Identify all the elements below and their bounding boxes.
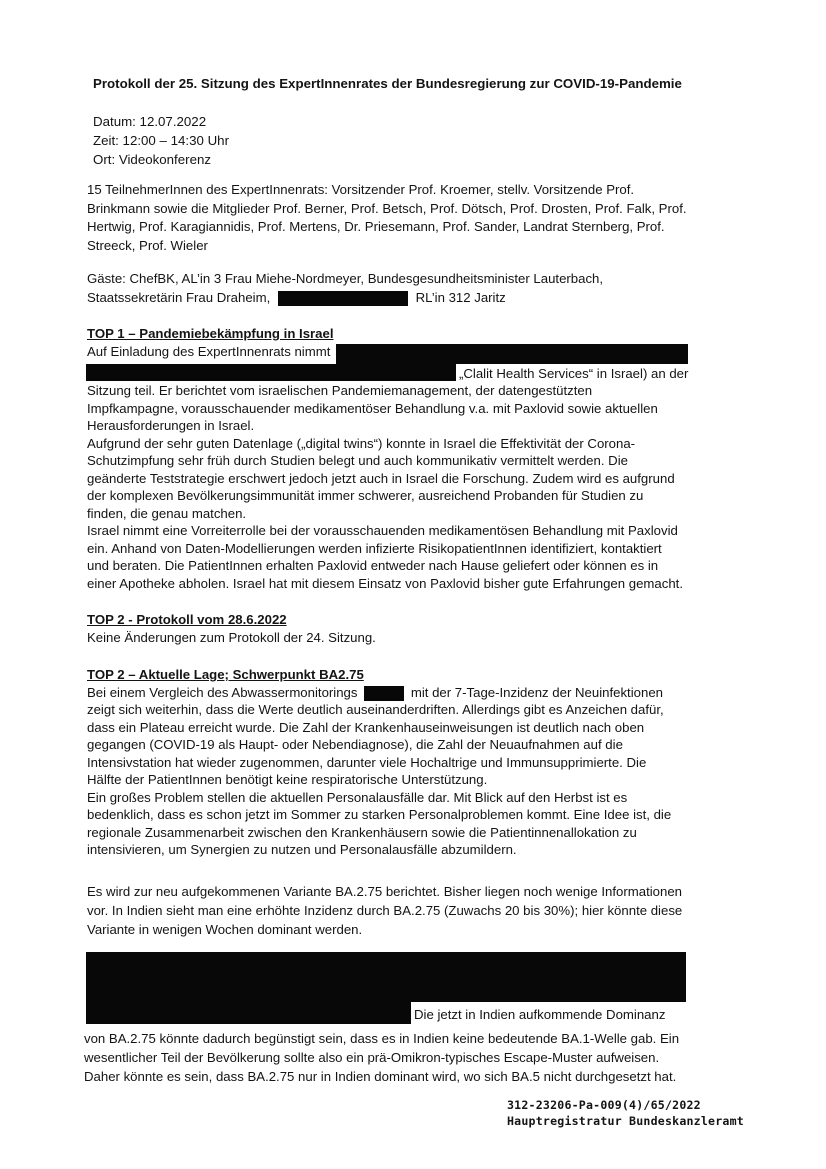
- text-line: und beraten. Die PatientInnen erhalten Paxlovid entweder nach Hause geliefert oder können es in: [87, 558, 659, 573]
- text-line: einer Apotheke abholen. Israel hat mit diesem Einsatz von Paxlovid bisher gute Erfahrungen gemacht.: [87, 575, 683, 591]
- top1-body: [87, 382, 707, 592]
- top1-intro-end: „Clalit Health Services“ in Israel) an der: [459, 366, 689, 381]
- text-line: Daher könnte es sein, dass BA.2.75 nur in Indien dominant wird, wo sich BA.5 nicht durchgesetzt hat.: [84, 1069, 677, 1084]
- text-line: Israel nimmt eine Vorreiterrolle bei der vorausschauenden medikamentösen Behandlung mit Paxlovid: [87, 523, 678, 538]
- redaction-box: [86, 364, 456, 381]
- text-line: Sitzung teil. Er berichtet vom israelischen Pandemiemanagement, der datengestützten: [87, 383, 593, 398]
- text-line: Aufgrund der sehr guten Datenlage („digital twins“) konnte in Israel die Effektivität der Corona-: [87, 435, 636, 451]
- section-heading: TOP 1 – Pandemiebekämpfung in Israel: [87, 326, 334, 341]
- guests-text: Staatssekretärin Frau Draheim,: [87, 290, 271, 305]
- section-heading: TOP 2 – Aktuelle Lage; Schwerpunkt BA2.75: [87, 667, 364, 682]
- text-line: wesentlicher Teil der Bevölkerung sollte also ein prä-Omikron-typisches Escape-Muster aufweisen.: [84, 1050, 660, 1065]
- guests-line: [87, 288, 707, 307]
- text-line: Keine Änderungen zum Protokoll der 24. Sitzung.: [87, 629, 376, 645]
- variant-paragraph: [87, 882, 707, 939]
- guests-paragraph: [87, 269, 707, 307]
- redaction-box: [86, 1002, 411, 1024]
- redaction-box: [86, 952, 686, 1002]
- final-paragraph: [84, 1029, 704, 1086]
- registry-name: Hauptregistratur Bundeskanzleramt: [507, 1113, 744, 1128]
- participants-line: Hertwig, Prof. Karagiannidis, Prof. Mertens, Dr. Priesemann, Prof. Sander, Landrat Sternberg, Prof.: [87, 219, 665, 234]
- text-line: [87, 684, 707, 702]
- redaction-box: [278, 291, 408, 306]
- guests-line: Gäste: ChefBK, AL’in 3 Frau Miehe-Nordmeyer, Bundesgesundheitsminister Lauterbach,: [87, 271, 604, 286]
- text-line: von BA.2.75 könnte dadurch begünstigt sein, dass es in Indien keine bedeutende BA.1-Welle gab. Ein: [84, 1031, 680, 1046]
- participants-paragraph: [87, 181, 707, 255]
- meeting-time: Zeit: 12:00 – 14:30 Uhr: [93, 133, 230, 148]
- text-line: Herausforderungen in Israel.: [87, 418, 255, 433]
- redaction-box: [364, 686, 404, 701]
- redacted-tail: Die jetzt in Indien aufkommende Dominanz: [414, 1007, 666, 1022]
- top1-intro: Auf Einladung des ExpertInnenrats nimmt: [87, 343, 331, 359]
- text-line: Intensivstation hat wieder zugenommen, darunter viele Hochaltrige und Immunsupprimierte. Die: [87, 754, 647, 770]
- participants-line: Streeck, Prof. Wieler: [87, 237, 208, 253]
- meeting-date: Datum: 12.07.2022: [93, 114, 207, 129]
- document-title: Protokoll der 25. Sitzung des ExpertInnenrates der Bundesregierung zur COVID-19-Pandemie: [93, 76, 682, 91]
- text-line: intensivieren, um Synergien zu nutzen und Personalausfälle abzumildern.: [87, 842, 517, 857]
- text-line: zeigt sich weiterhin, dass die Werte deutlich auseinanderdriften. Allerdings gibt es Anzeichen dafür,: [87, 702, 664, 717]
- text-line: der komplexen Bevölkerungsimmunität immer schwerer, ausreichend Probanden für Studien zu: [87, 488, 644, 503]
- meeting-meta: [93, 112, 229, 169]
- text-line: bedenklich, dass es schon jetzt im Sommer zu starken Personalproblemen kommt. Eine Idee ist, die: [87, 807, 672, 822]
- text-line: Hälfte der PatientInnen benötigt keine respiratorische Unterstützung.: [87, 772, 488, 787]
- text-line: regionale Zusammenarbeit zwischen den Krankenhäusern sowie die Patientinnenallokation zu: [87, 824, 637, 840]
- text-line: Variante in wenigen Wochen dominant werden.: [87, 922, 363, 937]
- text-line: Ein großes Problem stellen die aktuellen Personalausfälle dar. Mit Blick auf den Herbst ist es: [87, 789, 628, 805]
- registry-stamp: [507, 1098, 744, 1129]
- reference-number: 312-23206-Pa-009(4)/65/2022: [507, 1098, 701, 1112]
- guests-text: RL’in 312 Jaritz: [415, 290, 506, 305]
- text-line: finden, die genau matchen.: [87, 505, 247, 521]
- section-heading: TOP 2 - Protokoll vom 28.6.2022: [87, 612, 287, 627]
- text-line: Schutzimpfung sehr früh durch Studien belegt und auch kommunikativ vermittelt werden. Die: [87, 453, 628, 468]
- text-line: Es wird zur neu aufgekommenen Variante BA.2.75 berichtet. Bisher liegen noch wenige Informationen: [87, 884, 683, 899]
- text-line: Impfkampagne, vorausschauender medikamentöser Behandlung v.a. mit Paxlovid sowie aktuellen: [87, 400, 658, 416]
- top2b-section: [87, 666, 707, 859]
- participants-line: Brinkmann sowie die Mitglieder Prof. Berner, Prof. Betsch, Prof. Dötsch, Prof. Drosten, Prof. Falk, Prof.: [87, 200, 687, 216]
- text-fragment: mit der 7-Tage-Inzidenz der Neuinfektionen: [410, 684, 663, 700]
- text-fragment: Bei einem Vergleich des Abwassermonitorings: [87, 684, 358, 700]
- text-line: ein. Anhand von Daten-Modellierungen werden infizierte RisikopatientInnen identifiziert, kontaktiert: [87, 540, 662, 556]
- text-line: geänderte Teststrategie erschwert jedoch jetzt auch in Israel die Forschung. Zudem wird es aufgrund: [87, 470, 675, 486]
- top2a-section: [87, 611, 707, 646]
- text-line: gegangen (COVID-19 als Haupt- oder Nebendiagnose), die Zahl der Neuaufnahmen auf die: [87, 737, 623, 752]
- text-line: vor. In Indien sieht man eine erhöhte Inzidenz durch BA.2.75 (Zuwachs 20 bis 30%); hier könnte diese: [87, 903, 683, 918]
- redaction-box: [336, 344, 688, 364]
- text-line: dass ein Plateau erreicht wurde. Die Zahl der Krankenhauseinweisungen ist deutlich nach oben: [87, 719, 645, 735]
- meeting-place: Ort: Videokonferenz: [93, 152, 212, 167]
- participants-line: 15 TeilnehmerInnen des ExpertInnenrats: Vorsitzender Prof. Kroemer, stellv. Vorsitzende Prof.: [87, 182, 635, 197]
